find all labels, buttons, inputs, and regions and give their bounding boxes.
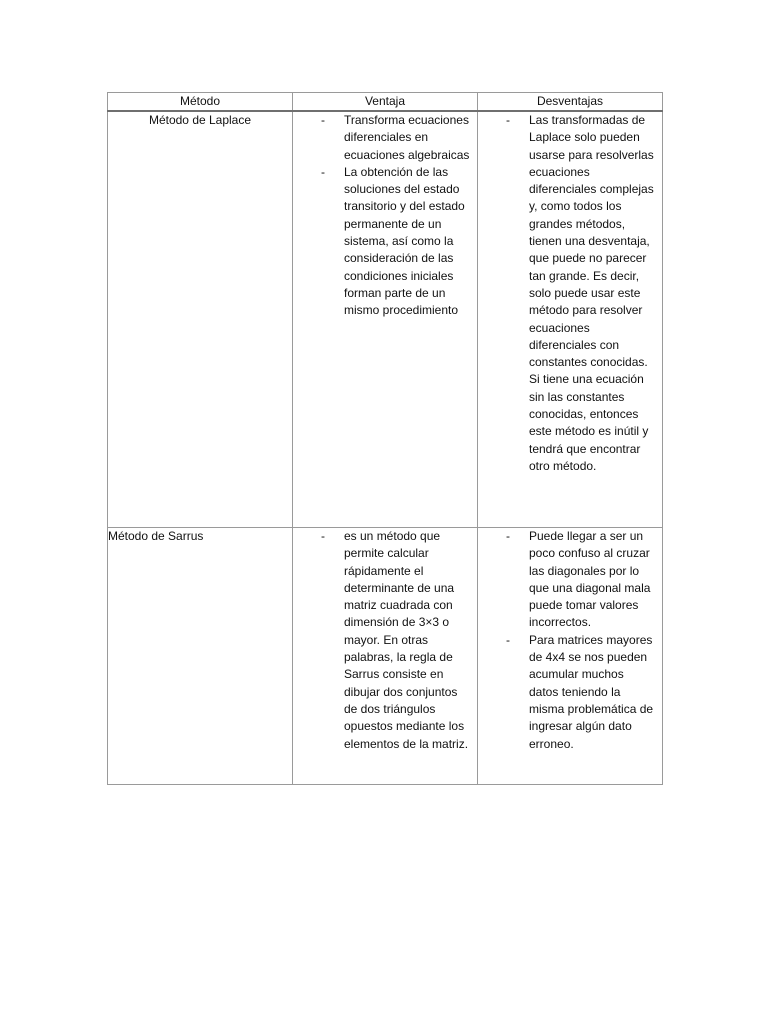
bullet-dash: -: [321, 113, 325, 127]
header-desventajas: Desventajas: [478, 93, 663, 112]
list-item-text: Puede llegar a ser un poco confuso al cruzar las diagonales por lo que una diagonal mala puede tomar valores incorrectos.: [529, 529, 651, 630]
list-item: [293, 164, 477, 320]
ventajas-list-sarrus: [293, 528, 477, 753]
desventajas-cell-laplace: [478, 111, 663, 528]
list-item-text: es un método que permite calcular rápidamente el determinante de una matriz cuadrada con dimensión de 3×3 o mayor. En otras palabras, la regla de Sarrus consiste en dibujar dos conjuntos de dos triángulos opuestos mediante los elementos de la matriz.: [344, 529, 469, 751]
header-metodo: Método: [108, 93, 293, 112]
list-item: [478, 632, 662, 753]
table-body: [108, 111, 663, 785]
comparison-table: [107, 92, 663, 785]
desventajas-list-sarrus: [478, 528, 662, 753]
table-header: [108, 93, 663, 112]
table-row-sarrus: [108, 528, 663, 785]
method-name-laplace: Método de Laplace: [108, 111, 293, 528]
ventajas-cell-laplace: [293, 111, 478, 528]
method-name-sarrus: Método de Sarrus: [108, 528, 293, 785]
desventajas-list-laplace: [478, 112, 662, 475]
list-item: [293, 528, 477, 753]
header-ventaja: Ventaja: [293, 93, 478, 112]
list-item-text: La obtención de las soluciones del estado transitorio y del estado permanente de un sistema, así como la consideración de las condiciones iniciales forman parte de un mismo procedimiento: [344, 164, 465, 318]
bullet-dash: -: [506, 529, 510, 543]
list-item: [478, 112, 662, 475]
list-item-text: Transforma ecuaciones diferenciales en ecuaciones algebraicas: [344, 113, 470, 162]
bullet-dash: -: [321, 164, 325, 179]
bullet-dash: -: [506, 632, 510, 647]
list-item: [293, 112, 477, 164]
table-row-laplace: [108, 111, 663, 528]
bullet-dash: -: [506, 113, 510, 127]
bullet-dash: -: [321, 529, 325, 543]
list-item-text: Las transformadas de Laplace solo pueden usarse para resolverlas ecuaciones diferenciales complejas y, como todos los grandes métodos, tienen una desventaja, que puede no parecer tan grande. Es decir, solo puede usar este método para resolver ecuaciones diferenciales con constantes conocidas. Si tiene una ecuación sin las constantes conocidas, entonces este método es inútil y tendrá que encontrar otro método.: [529, 113, 654, 473]
list-item: [478, 528, 662, 632]
header-row: [108, 93, 663, 112]
ventajas-list-laplace: [293, 112, 477, 320]
ventajas-cell-sarrus: [293, 528, 478, 785]
desventajas-cell-sarrus: [478, 528, 663, 785]
list-item-text: Para matrices mayores de 4x4 se nos pueden acumular muchos datos teniendo la misma problemática de ingresar algún dato erroneo.: [529, 632, 654, 751]
